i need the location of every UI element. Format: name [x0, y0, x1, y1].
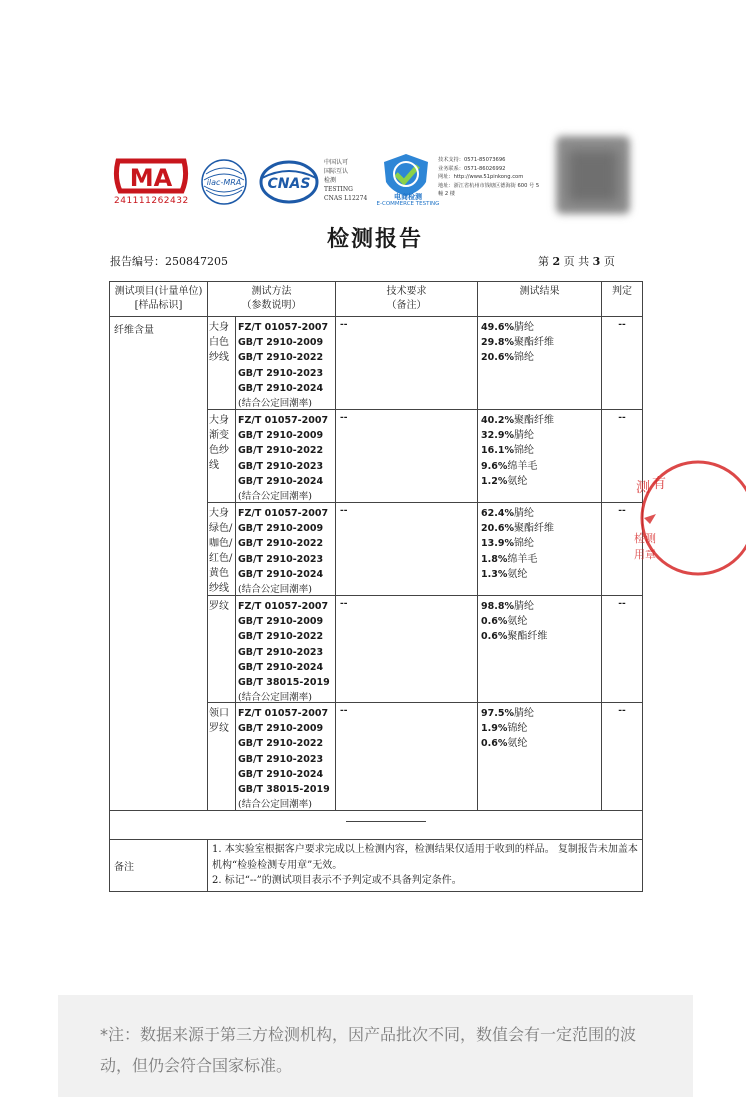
report-number: 报告编号：250847205 — [110, 255, 228, 268]
judgement-cell: -- — [618, 599, 626, 609]
fiber-result — [481, 629, 601, 644]
sample-name — [208, 317, 236, 409]
method-standard: GB/T 2910-2022 — [238, 538, 324, 550]
requirement-cell: -- — [336, 703, 478, 810]
method-standard: FZ/T 01057-2007 — [238, 415, 329, 426]
test-methods — [236, 503, 336, 595]
test-methods — [236, 703, 336, 810]
contact-line: 地址：浙江省杭州市钱塘区德海街 600 号 5 — [438, 182, 540, 189]
cma-text: MA — [129, 164, 173, 192]
cert-line: 检测 — [324, 177, 337, 184]
fiber-result — [481, 567, 601, 582]
sample-name-line: 罗纹 — [209, 601, 229, 612]
sample-name-line: 红色/ — [209, 553, 233, 564]
sample-name-line: 大身 — [209, 415, 229, 426]
result-cell — [478, 703, 602, 810]
header-logos — [112, 150, 642, 216]
contact-line: 技术支持：0571-85073696 — [438, 157, 506, 163]
sample-name-line: 渐变 — [209, 430, 229, 441]
table-divider-row — [110, 810, 642, 840]
cma-code: 241111262432 — [114, 196, 189, 206]
result-cell — [478, 410, 602, 502]
contact-info — [438, 156, 539, 199]
result-cell — [478, 317, 602, 409]
page-current: 2 — [552, 255, 561, 268]
fiber-result — [481, 459, 601, 474]
ilac-text: ilac-MRA — [206, 178, 242, 187]
fiber-percent: 0.6% — [481, 738, 508, 750]
test-methods — [236, 317, 336, 409]
fiber-type: 聚酯纤维 — [507, 631, 548, 643]
contact-line: 幢 2 楼 — [438, 191, 455, 197]
fiber-type: 氨纶 — [507, 475, 528, 487]
fiber-percent: 0.6% — [481, 631, 508, 643]
results-table — [109, 281, 643, 892]
fiber-type: 腈纶 — [513, 430, 534, 442]
fiber-percent: 1.3% — [481, 568, 508, 580]
header-item — [110, 282, 208, 316]
result-cell — [478, 596, 602, 702]
method-standard: GB/T 2910-2022 — [238, 445, 324, 457]
header-method-line1: 测试方法 — [251, 286, 292, 297]
fiber-type: 腈纶 — [513, 322, 534, 333]
method-standard: GB/T 2910-2024 — [238, 475, 324, 487]
method-note: (结合公定回潮率) — [238, 491, 312, 503]
method-standard: GB/T 2910-2022 — [238, 352, 324, 364]
sample-name-line: 纱线 — [209, 583, 229, 594]
test-item-cell: 纤维含量 — [110, 317, 208, 810]
fiber-percent: 20.6% — [481, 352, 514, 364]
sample-name-line: 线 — [209, 460, 219, 471]
fiber-result — [481, 706, 601, 721]
method-standard: GB/T 2910-2023 — [238, 460, 324, 472]
method-note: (结合公定回潮率) — [238, 584, 312, 596]
page-mid: 页 共 — [563, 255, 590, 268]
sample-name-line: 领口 — [209, 708, 229, 719]
fiber-percent: 97.5% — [481, 708, 514, 719]
header-judgement: 判定 — [612, 286, 632, 297]
official-seal-stamp — [626, 456, 746, 580]
method-standard: FZ/T 01057-2007 — [238, 508, 329, 519]
sample-name-line: 色纱 — [209, 445, 229, 456]
sample-name — [208, 503, 236, 595]
remarks-text — [208, 840, 642, 891]
fiber-result — [481, 552, 601, 567]
fiber-type: 绵羊毛 — [507, 553, 538, 565]
fiber-result — [481, 721, 601, 736]
ecom-caption-cn: 电商检测 — [394, 193, 422, 201]
fiber-type: 腈纶 — [513, 601, 534, 612]
header-item-line2: [样品标识] — [134, 300, 183, 311]
method-note: (结合公定回潮率) — [238, 692, 312, 704]
fiber-percent: 9.6% — [481, 460, 508, 472]
fiber-type: 氨纶 — [507, 738, 528, 750]
contact-line: 业务联系：0571-86026992 — [438, 165, 506, 172]
result-cell — [478, 503, 602, 595]
requirement-cell: -- — [336, 410, 478, 502]
remark-item: 2. 标记“--”的测试项目表示不予判定或不具备判定条件。 — [212, 875, 462, 886]
fiber-result — [481, 521, 601, 536]
sample-group-row — [208, 410, 642, 503]
sample-name-line: 大身 — [209, 322, 229, 333]
method-standard: GB/T 38015-2019 — [238, 784, 330, 796]
stamp-char: 测 — [636, 480, 650, 496]
fiber-result — [481, 413, 601, 428]
method-standard: GB/T 2910-2024 — [238, 768, 324, 780]
method-standard: FZ/T 01057-2007 — [238, 322, 329, 333]
method-standard: GB/T 38015-2019 — [238, 677, 330, 689]
method-standard: GB/T 2910-2009 — [238, 723, 324, 735]
fiber-result — [481, 443, 601, 458]
remarks-row — [110, 840, 642, 891]
method-standard: GB/T 2910-2024 — [238, 661, 324, 673]
fiber-percent: 0.6% — [481, 616, 508, 628]
header-req-line2: （备注） — [386, 300, 427, 311]
fiber-percent: 29.8% — [481, 337, 514, 349]
cnas-logo — [258, 158, 320, 206]
method-standard: GB/T 2910-2009 — [238, 337, 324, 349]
method-standard: GB/T 2910-2023 — [238, 553, 324, 565]
method-standard: FZ/T 01057-2007 — [238, 708, 329, 719]
sample-name-line: 绿色/ — [209, 523, 233, 534]
sample-name-line: 白色 — [209, 337, 229, 348]
table-header-row — [110, 282, 642, 317]
fiber-type: 锦纶 — [507, 723, 528, 735]
stamp-char: 有 — [652, 476, 666, 492]
page-total: 3 — [592, 255, 601, 268]
sample-group-row — [208, 703, 642, 810]
method-standard: GB/T 2910-2024 — [238, 568, 324, 580]
report-title: 检测报告 — [326, 226, 423, 252]
cert-line: TESTING — [324, 186, 353, 193]
fiber-percent: 1.8% — [481, 553, 508, 565]
fiber-type: 锦纶 — [513, 445, 534, 457]
sample-name-line: 咖色/ — [209, 538, 233, 549]
cert-line: 国际互认 — [324, 168, 349, 175]
page-suffix: 页 — [603, 255, 615, 268]
sample-name — [208, 410, 236, 502]
stamp-char: 用章 — [634, 548, 656, 561]
fiber-type: 聚酯纤维 — [513, 415, 554, 426]
stamp-char: 检测 — [634, 532, 656, 545]
fiber-type: 氨纶 — [507, 616, 528, 628]
fiber-type: 锦纶 — [513, 352, 534, 364]
fiber-percent: 49.6% — [481, 322, 514, 333]
sample-name-line: 大身 — [209, 508, 229, 519]
method-standard: GB/T 2910-2022 — [238, 738, 324, 750]
fiber-result — [481, 350, 601, 365]
method-standard: GB/T 2910-2009 — [238, 616, 324, 628]
method-note: (结合公定回潮率) — [238, 398, 312, 410]
sample-name-line: 黄色 — [209, 568, 229, 579]
fiber-percent: 98.8% — [481, 601, 514, 612]
fiber-type: 聚酯纤维 — [513, 337, 554, 349]
fiber-percent: 13.9% — [481, 538, 514, 550]
header-method — [208, 282, 336, 316]
sample-group-row — [208, 596, 642, 703]
fiber-result — [481, 428, 601, 443]
judgement-cell: -- — [618, 706, 626, 716]
fiber-result — [481, 474, 601, 489]
divider-line — [346, 821, 426, 822]
judgement-cell: -- — [618, 506, 626, 516]
header-req-line1: 技术要求 — [386, 286, 427, 297]
disclaimer-note — [58, 995, 693, 1097]
fiber-percent: 40.2% — [481, 415, 514, 426]
requirement-cell: -- — [336, 596, 478, 702]
fiber-type: 锦纶 — [513, 538, 534, 550]
method-standard: GB/T 2910-2023 — [238, 646, 324, 658]
sample-name — [208, 596, 236, 702]
fiber-type: 聚酯纤维 — [513, 523, 554, 535]
requirement-cell: -- — [336, 503, 478, 595]
judgement-cell: -- — [618, 320, 626, 330]
fiber-percent: 20.6% — [481, 523, 514, 535]
cnas-text: CNAS — [267, 176, 311, 192]
sample-name — [208, 703, 236, 810]
cert-line: CNAS L12274 — [324, 195, 368, 202]
fiber-result — [481, 536, 601, 551]
ecommerce-caption — [374, 194, 442, 208]
fiber-type: 氨纶 — [507, 568, 528, 580]
method-standard: GB/T 2910-2024 — [238, 382, 324, 394]
disclaimer-text: *注：数据来源于第三方检测机构，因产品批次不同，数值会有一定范围的波动，但仍会符合国家标准。 — [100, 1025, 637, 1075]
fiber-type: 绵羊毛 — [507, 460, 538, 472]
contact-line: 网址：http://www.51pinkong.com — [438, 174, 524, 180]
header-method-line2: （参数说明） — [241, 300, 302, 311]
method-standard: GB/T 2910-2023 — [238, 367, 324, 379]
page-prefix: 第 — [538, 255, 549, 268]
fiber-type: 腈纶 — [513, 708, 534, 719]
requirement-cell: -- — [336, 317, 478, 409]
ilac-mra-logo — [200, 158, 248, 206]
fiber-result — [481, 335, 601, 350]
method-standard: GB/T 2910-2009 — [238, 430, 324, 442]
test-methods — [236, 596, 336, 702]
method-standard: GB/T 2910-2023 — [238, 753, 324, 765]
sample-name-line: 纱线 — [209, 352, 229, 363]
fiber-type: 腈纶 — [513, 508, 534, 519]
table-body — [110, 317, 642, 810]
fiber-percent: 16.1% — [481, 445, 514, 457]
fiber-percent: 1.2% — [481, 475, 508, 487]
sample-group-row — [208, 317, 642, 410]
cert-text — [324, 158, 372, 203]
page-number — [538, 253, 615, 269]
sample-name-line: 罗纹 — [209, 723, 229, 734]
method-standard: GB/T 2910-2022 — [238, 631, 324, 643]
sample-groups — [208, 317, 642, 810]
fiber-result — [481, 599, 601, 614]
method-note: (结合公定回潮率) — [238, 799, 312, 811]
header-result: 测试结果 — [478, 282, 602, 316]
fiber-result — [481, 614, 601, 629]
test-methods — [236, 410, 336, 502]
sample-group-row — [208, 503, 642, 596]
header-requirement — [336, 282, 478, 316]
fiber-percent: 1.9% — [481, 723, 508, 735]
header-item-line1: 测试项目(计量单位) — [114, 286, 203, 297]
method-standard: GB/T 2910-2009 — [238, 523, 324, 535]
cert-line: 中国认可 — [324, 159, 349, 166]
fiber-percent: 62.4% — [481, 508, 514, 519]
remark-item: 1. 本实验室根据客户要求完成以上检测内容，检测结果仅适用于收到的样品。 复制报告未加盖本机构“检验检测专用章”无效。 — [212, 844, 638, 871]
method-standard: FZ/T 01057-2007 — [238, 601, 329, 612]
fiber-result — [481, 320, 601, 335]
fiber-result — [481, 736, 601, 751]
remarks-label: 备注 — [110, 840, 208, 891]
blurred-qr-code-inner — [568, 150, 618, 202]
judgement-cell: -- — [618, 413, 626, 423]
fiber-result — [481, 506, 601, 521]
ecom-caption-en: E-COMMERCE TESTING — [376, 201, 440, 207]
fiber-percent: 32.9% — [481, 430, 514, 442]
